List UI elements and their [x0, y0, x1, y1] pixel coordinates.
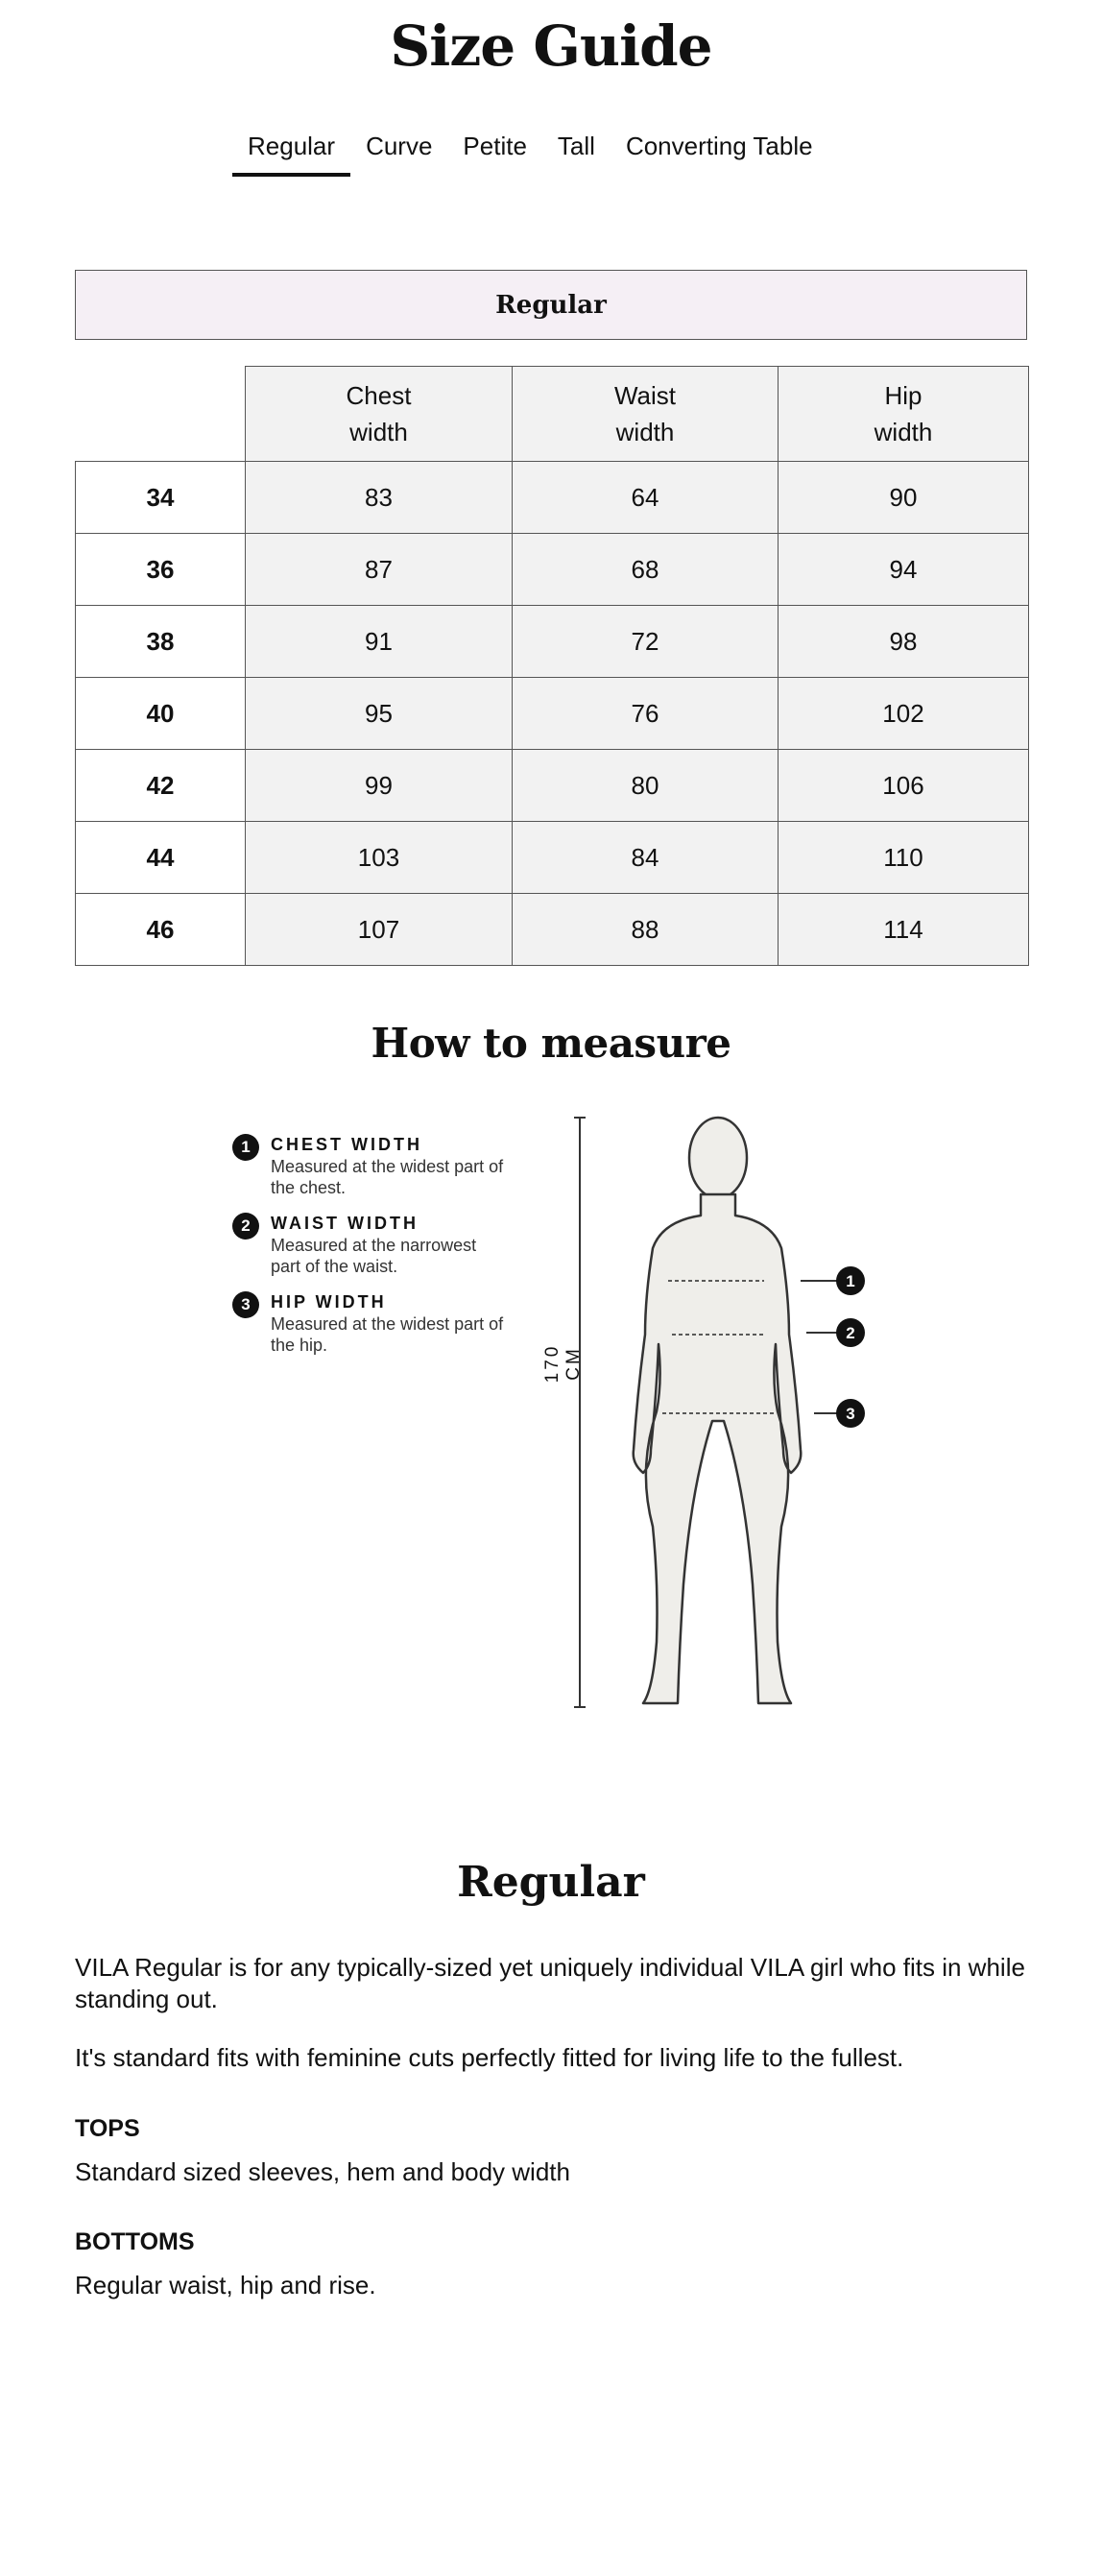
waist-cell: 72	[513, 606, 779, 678]
column-header-label: Waist width	[613, 381, 677, 446]
step-number-badge: 2	[232, 1213, 259, 1240]
table-row	[76, 822, 1029, 894]
step-description: Measured at the widest part of the hip.	[271, 1314, 504, 1355]
chest-cell: 83	[246, 462, 513, 534]
size-table	[75, 366, 1029, 966]
hip-cell: 102	[779, 678, 1029, 750]
tab-curve[interactable]: Curve	[366, 132, 433, 160]
size-cell: 46	[76, 894, 246, 966]
table-row	[76, 678, 1029, 750]
fit-intro: VILA Regular is for any typically-sized yet uniquely individual VILA girl who fits in while standing out.	[75, 1953, 1025, 2013]
column-header-waist	[513, 367, 779, 462]
tab-converting-table[interactable]: Converting Table	[625, 132, 813, 160]
step-title: HIP WIDTH	[271, 1292, 387, 1312]
tab-petite[interactable]: Petite	[463, 132, 527, 160]
measure-steps	[232, 1133, 520, 1369]
pointer-badge-label: 1	[846, 1272, 855, 1290]
step-title: WAIST WIDTH	[271, 1214, 419, 1233]
body-figure-illustration	[538, 1104, 883, 1719]
tab-regular[interactable]: Regular	[232, 123, 350, 177]
size-table-title: Regular	[75, 270, 1027, 340]
step-waist	[232, 1212, 520, 1277]
column-header-label: Chest width	[346, 381, 412, 446]
pointer-badge-label: 3	[846, 1405, 855, 1423]
step-number-badge: 3	[232, 1291, 259, 1318]
size-tabs	[232, 123, 828, 177]
step-title: CHEST WIDTH	[271, 1135, 422, 1154]
size-cell: 40	[76, 678, 246, 750]
step-number-badge: 1	[232, 1134, 259, 1161]
column-header-hip	[779, 367, 1029, 462]
step-chest	[232, 1133, 520, 1198]
table-row	[76, 750, 1029, 822]
how-to-measure-title: How to measure	[371, 1020, 731, 1067]
measure-pointers	[801, 1281, 839, 1413]
hip-cell: 114	[779, 894, 1029, 966]
chest-cell: 99	[246, 750, 513, 822]
bottoms-heading: BOTTOMS	[75, 2228, 195, 2255]
size-cell: 36	[76, 534, 246, 606]
chest-cell: 91	[246, 606, 513, 678]
table-row	[76, 534, 1029, 606]
hip-cell: 98	[779, 606, 1029, 678]
column-header-chest	[246, 367, 513, 462]
hip-cell: 90	[779, 462, 1029, 534]
size-cell: 42	[76, 750, 246, 822]
chest-cell: 107	[246, 894, 513, 966]
size-cell: 34	[76, 462, 246, 534]
step-description: Measured at the widest part of the chest.	[271, 1157, 504, 1197]
table-row	[76, 606, 1029, 678]
size-cell: 44	[76, 822, 246, 894]
fit-title: Regular	[457, 1858, 645, 1907]
fit-detail: It's standard fits with feminine cuts perfectly fitted for living life to the fullest.	[75, 2043, 904, 2072]
bottoms-text: Regular waist, hip and rise.	[75, 2271, 376, 2299]
waist-cell: 88	[513, 894, 779, 966]
hip-cell: 106	[779, 750, 1029, 822]
step-description: Measured at the narrowest part of the waist.	[271, 1236, 477, 1276]
waist-cell: 76	[513, 678, 779, 750]
hip-cell: 94	[779, 534, 1029, 606]
waist-cell: 68	[513, 534, 779, 606]
chest-cell: 103	[246, 822, 513, 894]
chest-cell: 87	[246, 534, 513, 606]
tops-heading: TOPS	[75, 2115, 140, 2142]
tops-text: Standard sized sleeves, hem and body width	[75, 2157, 570, 2186]
height-ruler	[574, 1118, 586, 1707]
table-header-row	[76, 367, 1029, 462]
tab-tall[interactable]: Tall	[557, 132, 595, 160]
chest-cell: 95	[246, 678, 513, 750]
hip-cell: 110	[779, 822, 1029, 894]
height-label: 170 CM	[542, 1343, 584, 1384]
size-cell: 38	[76, 606, 246, 678]
waist-cell: 64	[513, 462, 779, 534]
body-silhouette	[634, 1118, 802, 1703]
page-title: Size Guide	[390, 13, 712, 79]
waist-cell: 80	[513, 750, 779, 822]
step-hip	[232, 1290, 520, 1356]
pointer-badges	[836, 1266, 865, 1428]
table-corner-cell	[76, 367, 246, 462]
table-row	[76, 894, 1029, 966]
column-header-label: Hip width	[874, 381, 933, 446]
pointer-badge-label: 2	[846, 1324, 855, 1342]
table-row	[76, 462, 1029, 534]
waist-cell: 84	[513, 822, 779, 894]
